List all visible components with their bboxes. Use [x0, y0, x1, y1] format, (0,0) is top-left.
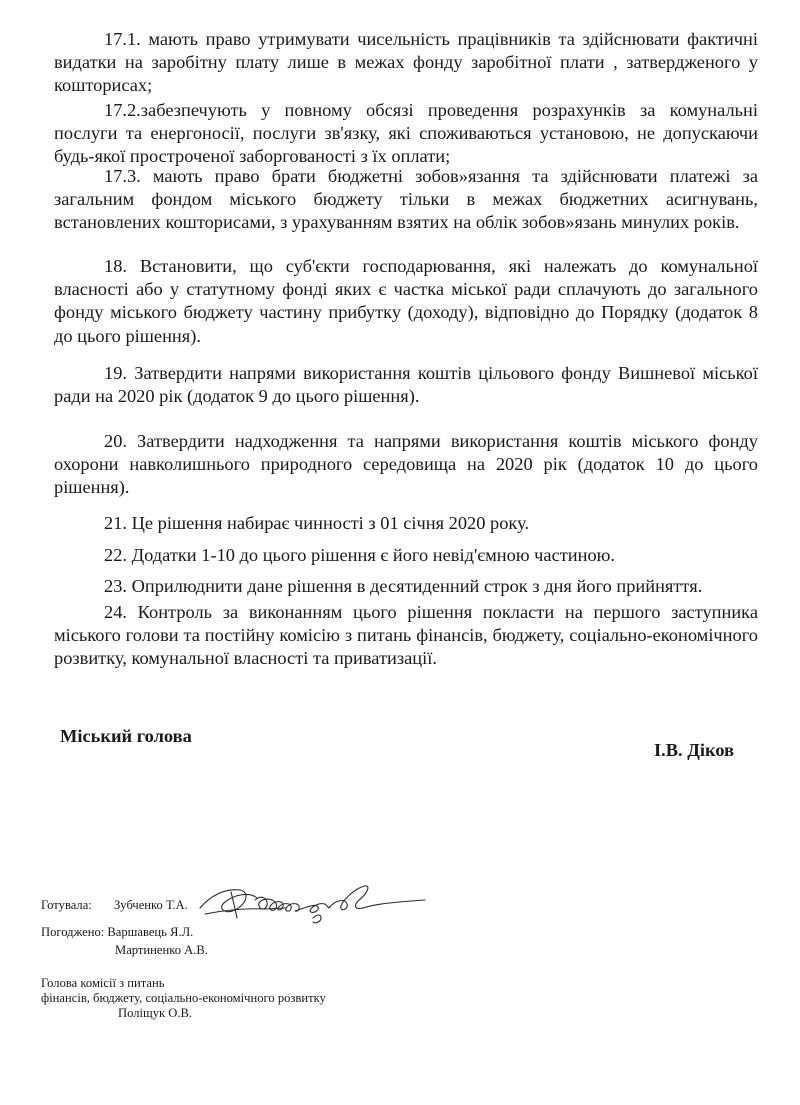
paragraph-17-1: 17.1. мають право утримувати чисельність працівників та здійснювати фактичні видатки на заробітну плату лише в межах фонду заробітної плати , затвердженого у кошторисах;: [54, 29, 758, 96]
paragraph-22: 22. Додатки 1-10 до цього рішення є його невід'ємною частиною.: [104, 545, 615, 565]
paragraph-17-2: 17.2.забезпечують у повному обсязі проведення розрахунків за комунальні послуги та енергоносії, послуги зв'язку, які споживаються установою, не допускаючи будь-якої простроченої заборгованості з їх оплати;: [54, 100, 758, 167]
paragraph-21: 21. Це рішення набирає чинності з 01 січня 2020 року.: [104, 513, 530, 533]
paragraph-17-3: 17.3. мають право брати бюджетні зобов»язання та здійснювати платежі за загальним фондом міського бюджету тільки в межах бюджетних асигнувань, встановлених кошторисами, з урахуванням взятих на облік зобов»язань минулих років.: [54, 166, 758, 233]
prepared-label: Готувала:: [41, 898, 92, 912]
mayor-title: Міський голова: [60, 726, 192, 746]
paragraph-20: 20. Затвердити надходження та напрями використання коштів міського фонду охорони навколишнього природного середовища на 2020 рік (додаток 10 до цього рішення).: [54, 431, 758, 498]
paragraph-19: 19. Затвердити напрями використання коштів цільового фонду Вишневої міської ради на 2020 рік (додаток 9 до цього рішення).: [54, 363, 758, 407]
commission-name: Поліщук О.В.: [118, 1006, 193, 1020]
prepared-name: Зубченко Т.А.: [114, 898, 188, 912]
paragraph-23: 23. Оприлюднити дане рішення в десятиденний строк з дня його прийняття.: [104, 576, 703, 596]
handwritten-signature: [195, 878, 430, 938]
agreed-label: Погоджено: Варшавець Я.Л.: [41, 925, 194, 939]
paragraph-24: 24. Контроль за виконанням цього рішення покласти на першого заступника міського голови та постійну комісію з питань фінансів, бюджету, соціально-економічного розвитку, комунальної власності та приватизації.: [54, 602, 758, 669]
mayor-name: І.В. Діков: [654, 740, 735, 760]
paragraph-18: 18. Встановити, що суб'єкти господарювання, які належать до комунальної власності або у статутному фонді яких є частка міської ради сплачують до загального фонду міського бюджету частину прибутку (доходу), відповідно до Порядку (додаток 8 до цього рішення).: [54, 256, 758, 346]
commission-line-1: Голова комісії з питань: [41, 976, 165, 990]
commission-line-2: фінансів, бюджету, соціально-економічного розвитку: [41, 991, 326, 1005]
agreed-name-2: Мартиненко А.В.: [115, 943, 208, 957]
